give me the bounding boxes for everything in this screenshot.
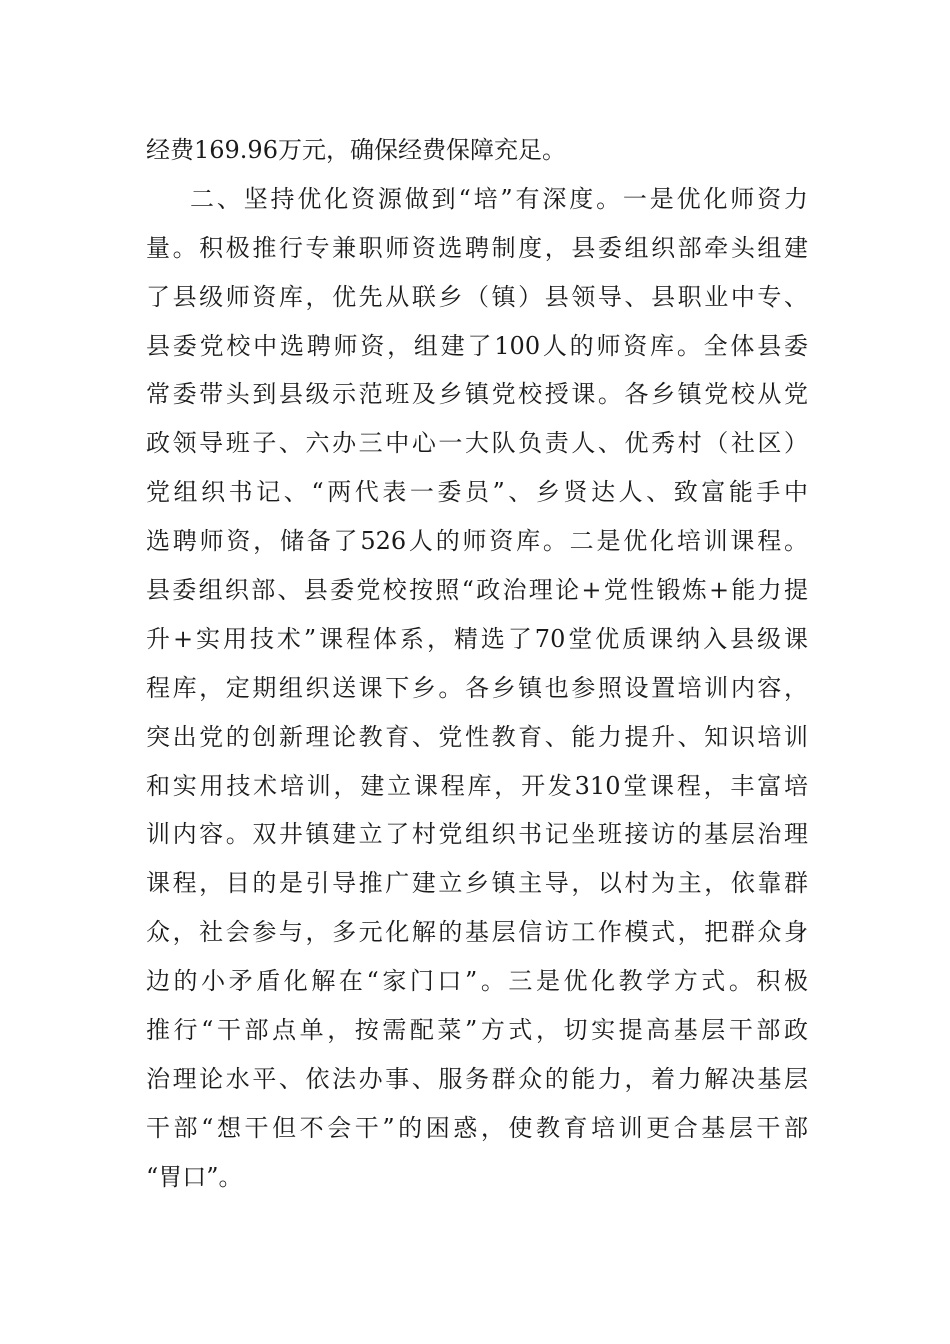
text-line: 政领导班子、六办三中心一大队负责人、优秀村（社区） bbox=[146, 429, 808, 458]
text-line: 量。积极推行专兼职师资选聘制度，县委组织部牵头组建 bbox=[146, 233, 808, 262]
text-line: 二、坚持优化资源做到“培”有深度。一是优化师资力 bbox=[190, 184, 808, 213]
text-line: 干部“想干但不会干”的困惑，使教育培训更合基层干部 bbox=[146, 1113, 808, 1142]
text-line: 课程，目的是引导推广建立乡镇主导，以村为主，依靠群 bbox=[146, 869, 808, 898]
text-line: 治理论水平、依法办事、服务群众的能力，着力解决基层 bbox=[146, 1064, 808, 1093]
text-line: 训内容。双井镇建立了村党组织书记坐班接访的基层治理 bbox=[146, 820, 808, 849]
text-line: 党组织书记、“两代表一委员”、乡贤达人、致富能手中 bbox=[146, 478, 808, 507]
text-line: 县委党校中选聘师资，组建了100人的师资库。全体县委 bbox=[146, 331, 808, 360]
text-line: 经费169.96万元，确保经费保障充足。 bbox=[146, 136, 566, 164]
text-line: 常委带头到县级示范班及乡镇党校授课。各乡镇党校从党 bbox=[146, 380, 808, 409]
text-line: 了县级师资库，优先从联乡（镇）县领导、县职业中专、 bbox=[146, 282, 808, 311]
text-line: 升+实用技术”课程体系，精选了70堂优质课纳入县级课 bbox=[146, 624, 808, 653]
text-line: 和实用技术培训，建立课程库，开发310堂课程，丰富培 bbox=[146, 771, 808, 800]
text-line: 选聘师资，储备了526人的师资库。二是优化培训课程。 bbox=[146, 527, 808, 556]
text-line: “胃口”。 bbox=[146, 1162, 243, 1191]
text-line: 边的小矛盾化解在“家门口”。三是优化教学方式。积极 bbox=[146, 967, 808, 996]
text-line: 程库，定期组织送课下乡。各乡镇也参照设置培训内容， bbox=[146, 673, 808, 702]
text-line: 众，社会参与，多元化解的基层信访工作模式，把群众身 bbox=[146, 918, 808, 947]
text-line: 县委组织部、县委党校按照“政治理论+党性锻炼+能力提 bbox=[146, 576, 808, 605]
text-line: 推行“干部点单，按需配菜”方式，切实提高基层干部政 bbox=[146, 1016, 808, 1045]
body-text bbox=[146, 126, 808, 1202]
text-line: 突出党的创新理论教育、党性教育、能力提升、知识培训 bbox=[146, 722, 808, 751]
